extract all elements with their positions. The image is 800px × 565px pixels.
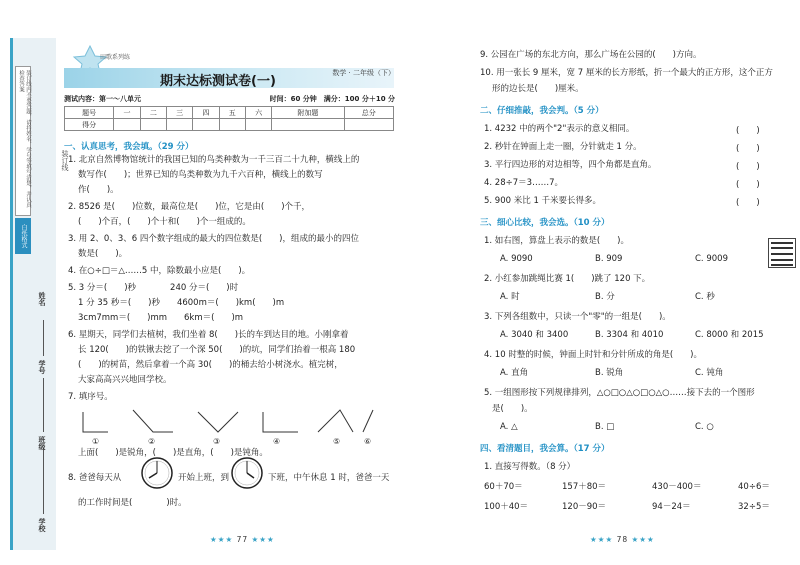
notice-box [15, 66, 31, 216]
angle-label-5: ⑤ [333, 437, 341, 446]
section-1-heading: 一、认真思考，我会填。（29 分） [64, 142, 194, 152]
q7-line: 7. 填序号。 [68, 392, 113, 402]
calc-1-4[interactable]: 40÷6＝ [738, 482, 770, 492]
q6-line-a: 6. 星期天，同学们去植树，我们坐着 8( )长的车到达目的地。小刚拿着 [68, 330, 349, 340]
choice-4-a[interactable]: A. 直角 [500, 368, 529, 378]
section-2-heading: 二、仔细推敲，我会判。（5 分） [480, 106, 604, 116]
score-header-row [65, 107, 394, 119]
notice-text: 装订线内不要答题，请将姓名、学号等填写清楚，并认真检查答案 [18, 70, 31, 208]
q6-line-d: 大家高高兴兴地回学校。 [78, 375, 172, 385]
clock-start-icon [140, 456, 174, 490]
student-fields [35, 288, 57, 538]
page-number-left: ★★★ 77 ★★★ [210, 535, 275, 544]
field-name-label: 姓名 [38, 292, 46, 306]
q4-line: 4. 在○÷□＝△……5 中，除数最小应是( )。 [68, 266, 251, 276]
field-number-label: 学号 [38, 360, 46, 374]
calc-2-1[interactable]: 100＋40＝ [484, 502, 529, 512]
choice-1: 1. 如右图，算盘上表示的数是( )。 [484, 236, 629, 246]
angle-label-2: ② [148, 437, 156, 446]
page-title: 期末达标测试卷(一) [160, 74, 276, 89]
field-school-label: 学校 [38, 518, 46, 532]
judge-3-answer[interactable]: ( ) [736, 162, 760, 172]
q5-line-a: 5. 3 分＝( )秒 240 分＝( )时 [68, 283, 239, 293]
test-scope: 测试内容：第一～八单元 [64, 95, 141, 103]
field-school-line[interactable] [43, 448, 44, 514]
judge-2-answer[interactable]: ( ) [736, 144, 760, 154]
q8-middle: 开始上班，到 [178, 473, 230, 483]
q1-line-b: 数写作( )；世界已知的鸟类种数为九千六百种，横线上的数写 [78, 170, 323, 180]
score-cell: 总分 [344, 107, 393, 119]
q5-line-b: 1 分 35 秒＝( )秒 4600m＝( )km( )m [78, 298, 285, 308]
choice-1-a[interactable]: A. 9090 [500, 254, 533, 264]
q10-line-b: 形的边长是( )厘米。 [492, 84, 584, 94]
angle-3-acute [198, 412, 238, 432]
abacus-figure [768, 238, 796, 268]
q2-line-b: ( )个百，( )个十和( )个一组成的。 [78, 217, 251, 227]
q1-line-c: 作( )。 [78, 185, 119, 195]
score-value-row [65, 119, 394, 131]
choice-1-c[interactable]: C. 9009 [695, 254, 728, 264]
angle-figures [78, 404, 378, 446]
choice-5-a[interactable]: A. △ [500, 422, 518, 432]
judge-4: 4. 28÷7＝3……7。 [484, 178, 563, 188]
score-cell: 三 [166, 107, 192, 119]
score-cell: 六 [245, 107, 271, 119]
judge-1-answer[interactable]: ( ) [736, 126, 760, 136]
choice-2-b[interactable]: B. 分 [595, 292, 615, 302]
angle-5-acute [318, 410, 353, 432]
q1-line-a: 1. 北京自然博物馆统计的我国已知的鸟类种数为一千三百二十九种，横线上的 [68, 155, 360, 165]
q10-line-a: 10. 用一张长 9 厘米，宽 7 厘米的长方形纸，折一个最大的正方形，这个正方 [480, 68, 773, 78]
q3-line-b: 数是( )。 [78, 249, 128, 259]
angle-label-1: ① [92, 437, 100, 446]
angle-4-right [263, 412, 298, 432]
field-number-line[interactable] [43, 320, 44, 356]
sidebar-tag: 白纸格式 [15, 218, 31, 254]
choice-4-c[interactable]: C. 钝角 [695, 368, 724, 378]
angle-2-obtuse [133, 410, 173, 432]
q3-line-a: 3. 用 2、0、3、6 四个数字组成的最大的四位数是( )，组成的最小的四位 [68, 234, 359, 244]
judge-2: 2. 秒针在钟面上走一圈，分针就走 1 分。 [484, 142, 642, 152]
score-input[interactable] [193, 119, 219, 131]
angle-6-line [363, 410, 373, 432]
choice-5-line-b: 是( )。 [492, 404, 533, 414]
score-cell: 附加题 [272, 107, 344, 119]
choice-2: 2. 小红参加跳绳比赛 1( )跳了 120 下。 [484, 274, 651, 284]
choice-3-c[interactable]: C. 8000 和 2015 [695, 330, 764, 340]
choice-3-b[interactable]: B. 3304 和 4010 [595, 330, 664, 340]
angle-label-4: ④ [273, 437, 281, 446]
choice-3-a[interactable]: A. 3040 和 3400 [500, 330, 569, 340]
choice-2-c[interactable]: C. 秒 [695, 292, 715, 302]
left-page [60, 40, 395, 550]
q5-line-c: 3cm7mm＝( )mm 6km＝( )m [78, 313, 244, 323]
choice-5-c[interactable]: C. ○ [695, 422, 714, 432]
binding-sidebar [10, 38, 56, 550]
q6-line-c: ( )的树苗，然后拿着一个高 30( )的桶去给小树浇水。植完树， [78, 360, 343, 370]
angle-label-3: ③ [213, 437, 221, 446]
calc-2-4[interactable]: 32÷5＝ [738, 502, 770, 512]
field-class-line[interactable] [43, 378, 44, 432]
choice-1-b[interactable]: B. 909 [595, 254, 623, 264]
score-cell: 二 [140, 107, 166, 119]
judge-5-answer[interactable]: ( ) [736, 198, 760, 208]
calc-1-3[interactable]: 430－400＝ [652, 482, 702, 492]
section-4-heading: 四、看清题目，我会算。（17 分） [480, 444, 610, 454]
right-page [480, 40, 780, 550]
q6-line-b: 长 120( )的铁锹去挖了一个深 50( )的坑，同学们抬着一根高 180 [78, 345, 356, 355]
q7-answer-line: 上面( )是锐角，( )是直角，( )是钝角。 [78, 448, 268, 458]
page-number-right: ★★★ 78 ★★★ [590, 535, 655, 544]
subject-label: 数学 · 二年级（下） [332, 69, 395, 77]
judge-4-answer[interactable]: ( ) [736, 180, 760, 190]
time-score: 时间：60 分钟 满分：100 分＋10 分 [269, 95, 395, 103]
score-input[interactable] [114, 119, 140, 131]
score-input[interactable] [166, 119, 192, 131]
q8-end: 下班，中午休息 1 时，爸爸一天 [268, 473, 390, 483]
calc-heading: 1. 直接写得数。（8 分） [484, 462, 576, 472]
choice-2-a[interactable]: A. 时 [500, 292, 520, 302]
choice-4-b[interactable]: B. 锐角 [595, 368, 624, 378]
choice-4: 4. 10 时整的时候，钟面上时针和分针所成的角是( )。 [484, 350, 702, 360]
choice-3: 3. 下列各组数中，只读一个"零"的一组是( )。 [484, 312, 671, 322]
q2-line-a: 2. 8526 是( )位数，最高位是( )位，它是由( )个千， [68, 202, 311, 212]
q8-start: 8. 爸爸每天从 [68, 473, 122, 483]
section-3-heading: 三、细心比较，我会选。（10 分） [480, 218, 610, 228]
score-input[interactable] [272, 119, 344, 131]
field-class-label: 班级 [38, 436, 46, 450]
score-input[interactable] [219, 119, 245, 131]
angle-1-right [83, 412, 108, 432]
score-input[interactable] [245, 119, 271, 131]
calc-1-2[interactable]: 157＋80＝ [562, 482, 607, 492]
choice-5-b[interactable]: B. □ [595, 422, 615, 432]
judge-3: 3. 平行四边形的对边相等，四个角都是直角。 [484, 160, 657, 170]
score-cell: 四 [193, 107, 219, 119]
score-cell: 得分 [65, 119, 114, 131]
calc-2-2[interactable]: 120－90＝ [562, 502, 607, 512]
judge-1: 1. 4232 中的两个"2"表示的意义相同。 [484, 124, 635, 134]
calc-1-1[interactable]: 60＋70＝ [484, 482, 523, 492]
score-table [64, 106, 394, 131]
angle-label-6: ⑥ [364, 437, 372, 446]
score-input[interactable] [140, 119, 166, 131]
judge-5: 5. 900 米比 1 千米要长得多。 [484, 196, 602, 206]
brand-label: 田歌系列练 [100, 54, 131, 61]
q9-line: 9. 公园在广场的东北方向，那么广场在公园的( )方向。 [480, 50, 702, 60]
score-cell: 一 [114, 107, 140, 119]
clock-end-icon [230, 456, 264, 490]
binding-line-label: 装订线 [61, 150, 69, 171]
calc-2-3[interactable]: 94－24＝ [652, 502, 691, 512]
choice-5-line-a: 5. 一组图形按下列规律排列，△○□○△○□○△○……接下去的一个图形 [484, 388, 755, 398]
score-cell: 题号 [65, 107, 114, 119]
q8-line-b: 的工作时间是( )时。 [78, 498, 187, 508]
score-cell: 五 [219, 107, 245, 119]
score-input[interactable] [344, 119, 393, 131]
